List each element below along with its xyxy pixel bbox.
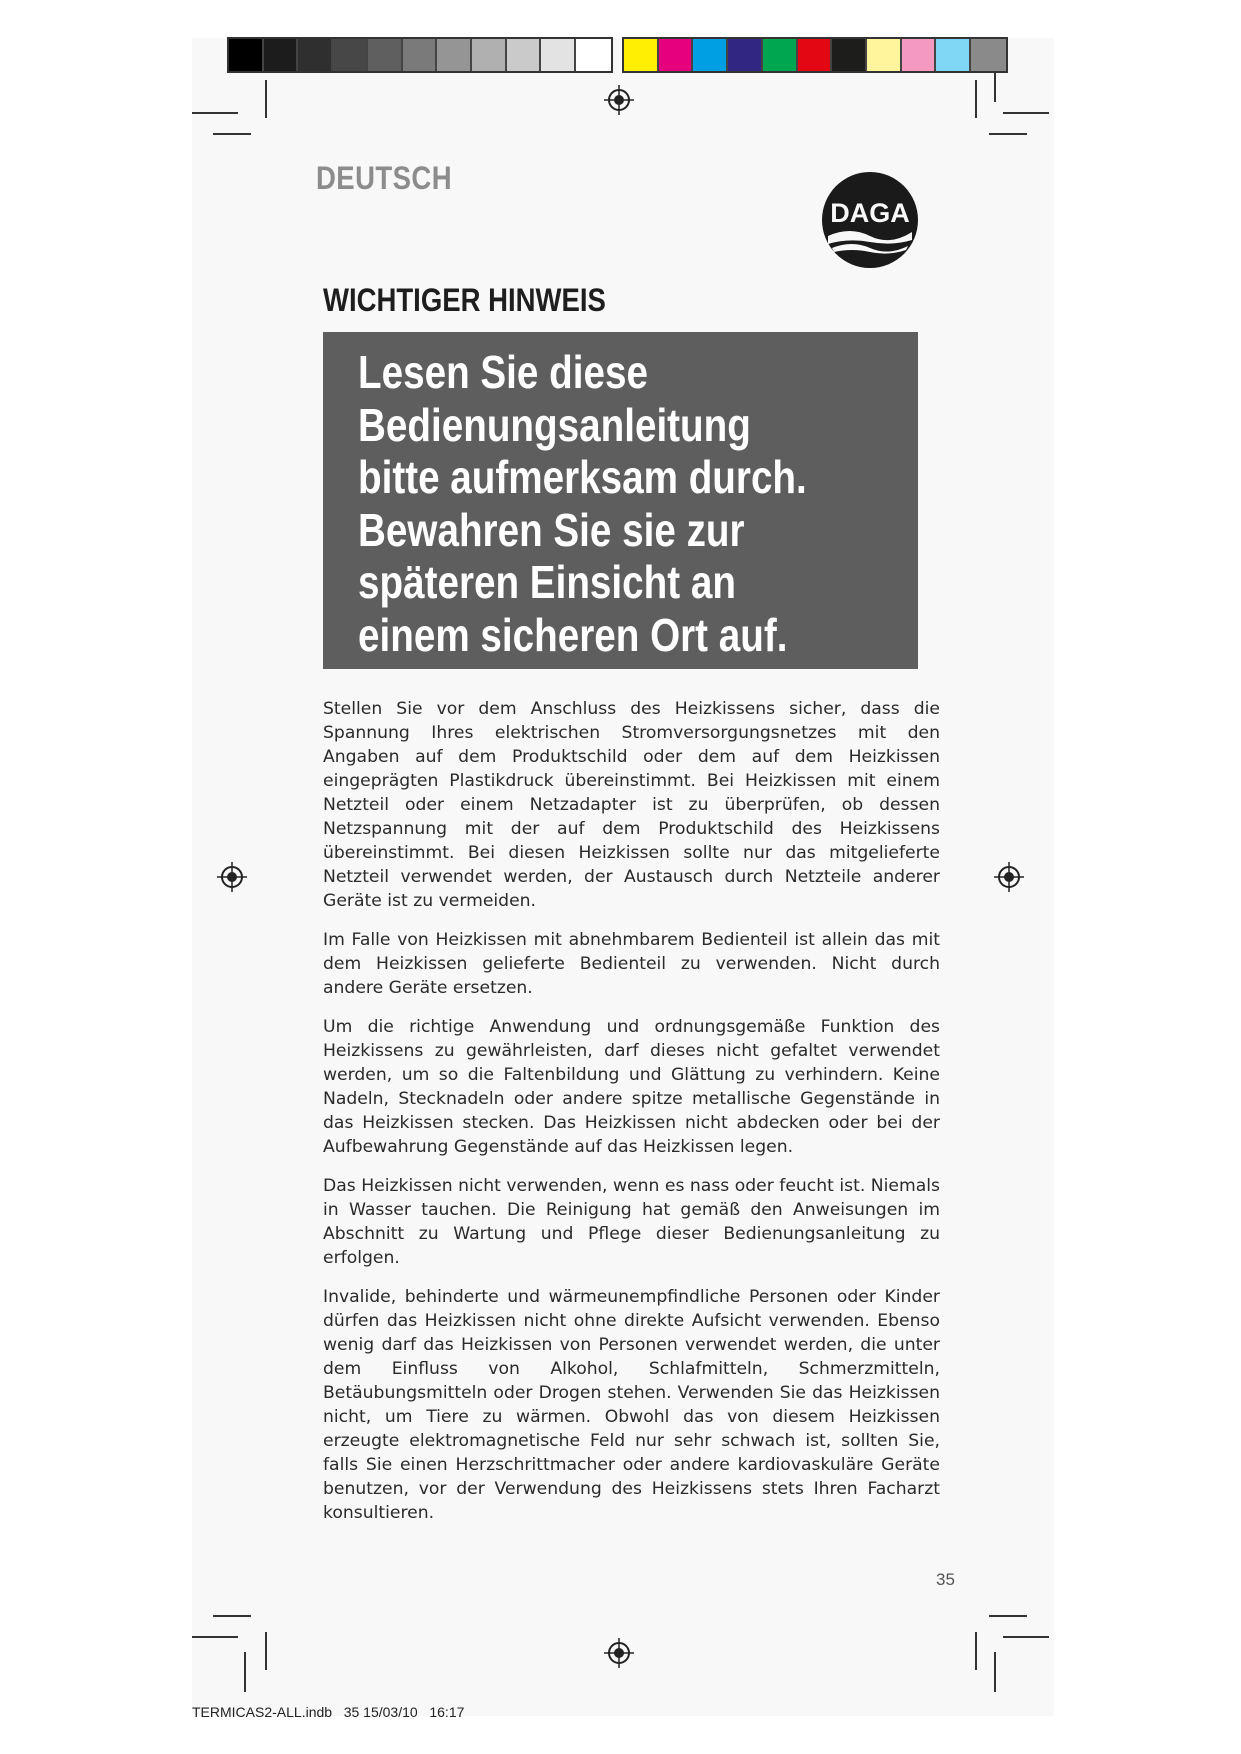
crop-mark [265,80,267,118]
color-swatch [693,39,728,71]
paragraph: Das Heizkissen nicht verwenden, wenn es nass oder feucht ist. Niemals in Wasser tauchen. Die Reinigung hat gemäß den Anweisungen im Abschnitt zu Wartung und Pflege dieser Bedienungsanleitung zu erfolgen. [323,1176,940,1268]
gray-calibration-bar [227,37,613,73]
color-swatch [472,39,507,71]
crop-mark [994,1652,996,1692]
color-swatch [403,39,438,71]
color-swatch [798,39,833,71]
crop-mark [975,80,977,118]
color-swatch [659,39,694,71]
color-swatch [333,39,368,71]
notice-title: WICHTIGER HINWEIS [323,282,606,318]
crop-mark [994,72,996,102]
crop-mark [213,133,251,135]
color-swatch [832,39,867,71]
banner-line: Lesen Sie diese [358,346,648,398]
paragraph: Invalide, behinderte und wärmeunempfindliche Personen oder Kinder dürfen das Heizkissen nicht ohne direkte Aufsicht verwenden. Ebenso wenig darf das Heizkissen von Personen verwendet werden, die unter dem Einfluss von Alkohol, Schlafmitteln, Schmerzmitteln, Betäubungsmitteln oder Drogen stehen. Verwenden Sie das Heizkissen nicht, um Tiere zu wärmen. Obwohl das von diesem Heizkissen erzeugte elektromagnetische Feld nur sehr schwach ist, sollten Sie, falls Sie einen Herzschrittmacher oder andere kardiovaskuläre Geräte benutzen, vor der Verwendung des Heizkissens stets Ihren Facharzt konsultieren. [323,1287,940,1523]
crop-mark [989,1615,1027,1617]
banner-line: einem sicheren Ort auf. [358,608,788,661]
color-calibration-bar [622,37,1008,73]
paragraph: Stellen Sie vor dem Anschluss des Heizkissens sicher, dass die Spannung Ihres elektrischen Stromversorgungsnetzes mit den Angaben auf dem Produktschild oder dem auf dem Heizkissen eingeprägten Plastikdruck übereinstimmt. Bei Heizkissen mit einem Netzteil oder einem Netzadapter ist zu überprüfen, ob dessen Netzspannung mit der auf dem Produktschild des Heizkissens übereinstimmt. Bei diesen Heizkissen sollte nur das mitgelieferte Netzteil verwendet werden, der Austausch durch Netzteile anderer Geräte ist zu vermeiden. [323,699,940,911]
color-swatch [763,39,798,71]
color-swatch [902,39,937,71]
print-slug: TERMICAS2-ALL.indb 35 15/03/10 16:17 [192,1704,465,1720]
color-swatch [368,39,403,71]
crop-mark [975,1632,977,1670]
crop-mark [213,1615,251,1617]
banner-line: Bewahren Sie sie zur [358,503,745,556]
color-swatch [576,39,611,71]
registration-mark-icon [994,862,1024,892]
page-number: 35 [936,1570,955,1589]
paragraph: Um die richtige Anwendung und ordnungsgemäße Funktion des Heizkissens zu gewährleisten, darf dieses nicht gefaltet verwendet werden, um so die Faltenbildung und Glättung zu verhindern. Keine Nadeln, Stecknadeln oder andere spitze metallische Gegenstände in das Heizkissen stecken. Das Heizkissen nicht abdecken oder bei der Aufbewahrung Gegenstände auf das Heizkissen legen. [323,1017,940,1157]
crop-mark [192,112,238,114]
logo-text: DAGA [830,198,910,228]
registration-mark-icon [604,85,634,115]
daga-logo [820,170,920,270]
crop-mark [1003,1636,1049,1638]
color-swatch [867,39,902,71]
color-swatch [298,39,333,71]
crop-mark [244,1652,246,1692]
color-swatch [936,39,971,71]
color-swatch [541,39,576,71]
registration-mark-icon [217,862,247,892]
color-swatch [507,39,542,71]
paragraph: Im Falle von Heizkissen mit abnehmbarem Bedienteil ist allein das mit dem Heizkissen gelieferte Bedienteil zu verwenden. Nicht durch andere Geräte ersetzen. [323,930,940,998]
notice-banner [323,332,918,669]
banner-line: späteren Einsicht an [358,556,736,608]
color-swatch [624,39,659,71]
registration-mark-icon [604,1638,634,1668]
color-swatch [437,39,472,71]
color-swatch [971,39,1006,71]
color-swatch [728,39,763,71]
crop-mark [1003,112,1049,114]
banner-line: bitte aufmerksam durch. [358,451,807,503]
color-swatch [229,39,264,71]
crop-mark [192,1636,238,1638]
language-label: DEUTSCH [316,160,453,196]
banner-line: Bedienungsanleitung [358,398,751,451]
color-swatch [264,39,299,71]
crop-mark [989,133,1027,135]
body-text [323,697,940,1540]
crop-mark [265,1632,267,1670]
